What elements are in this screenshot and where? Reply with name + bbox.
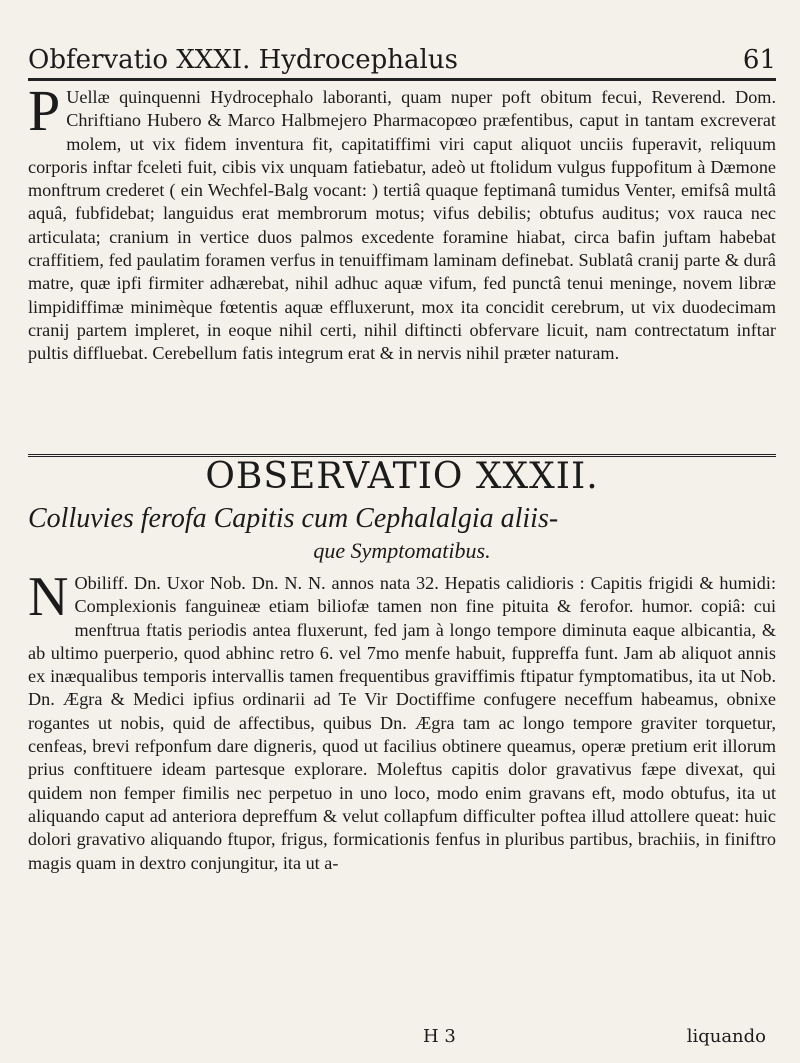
observation-32-subtitle-cont: que Symptomatibus. [313, 538, 491, 563]
observation-32-title: OBSERVATIO XXXII. [205, 456, 599, 497]
observation-32-text [28, 566, 776, 1020]
observation-31-body: Uellæ quinquenni Hydrocephalo laboranti, quam nuper poft obitum fecui, Reverend. Dom. Chriftiano Hubero & Marco Halbmejero Pharmacopœo præfentibus, caput in tantam excreverat molem, ut vix fidem inventura fit, capitatiffimi viri caput aliquot unciis fuperavit, reliquum corporis inftar fceleti fuit, cibis vix unquam fatiebatur, adeò ut ftolidum vulgus fuppofitum à Dæmone monftrum crederet ( ein Wechfel-Balg vocant: ) tertiâ quaque feptimanâ tumidus Venter, emifsâ multâ aquâ, fubfidebat; languidus erat membrorum motus; vifus debilis; obtufus auditus; vox rauca nec articulata; cranium in vertice duos palmos excedente foramine hiabat, circa bafin juftam habebat craffitiem, fed paulatim foramen verfus in tenuiffimam laminam definebat. Sublatâ cranij parte & durâ matre, quæ ipfi firmiter adhærebat, nihil adhuc aquæ vifum, fed punctâ tenui meninge, novem libræ limpidiffimæ minimèque fœtentis aquæ effluxerunt, mox ita concidit cerebrum, ut vix duodecimam cranij partem impleret, in eoque nihil certi, nihil diftincti obfervare licuit, nam contrectatum inftar pultis diffluebat. Cerebellum fatis integrum erat & in nervis nihil præter naturam. [28, 87, 776, 364]
catchword: liquando [686, 1026, 766, 1047]
dropcap-n: N [28, 566, 69, 628]
dropcap-p: P [28, 78, 61, 143]
running-header [28, 40, 776, 80]
observation-32-subtitle: Colluvies ferofa Capitis cum Cephalalgia aliis- [28, 503, 559, 534]
page-footer [28, 1023, 776, 1051]
observation-32-body: Obiliff. Dn. Uxor Nob. Dn. N. N. annos nata 32. Hepatis calidioris : Capitis frigidi & humidi: Complexionis fanguineæ etiam biliofæ tamen non fine pituita & ferofor. humor. copiâ: cui menftrua ftatis periodis antea fluxerunt, fed jam à longo tempore diminuta eaque albicantia, & ab ultimo puerperio, quod abhinc retro 6. vel 7mo menfe habuit, fuppreffa funt. Jam ab aliquot annis ex inæqualibus temporis intervallis tamen frequentibus graviffimis ftipatur fymptomatibus, ita ut Nob. Dn. Ægra & Medici ipfius ordinarii ad Te Vir Doctiffime confugere neceffum habeamus, obnixe rogantes ut nobis, quid de affectibus, quibus Dn. Ægra tam ac longo tempore graviter torquetur, cenfeas, brevi refponfum dare digneris, quod ut facilius obtinere queamus, operæ pretium erit illorum prius conftituere ideam partesque explorare. Moleftus capitis dolor gravativus fæpe divexat, qui quidem non femper fimilis nec perpetuo in uno loco, modo enim gravans eft, modo obtufus, ita ut aliquando caput ad anteriora depreffum & velut collapfum difficulter poftea illud attollere queat: huic dolori gravativo aliquando ftupor, frigus, formicationis fenfus in pluribus partibus, brachiis, in finiftro magis quam in dextro conjungitur, ita ut a- [28, 573, 776, 873]
header-rule [28, 78, 776, 81]
page-number: 61 [742, 45, 776, 75]
observation-31-text [28, 78, 776, 448]
signature-mark: H 3 [423, 1026, 456, 1047]
running-title: Obfervatio XXXI. Hydrocephalus [28, 45, 458, 75]
